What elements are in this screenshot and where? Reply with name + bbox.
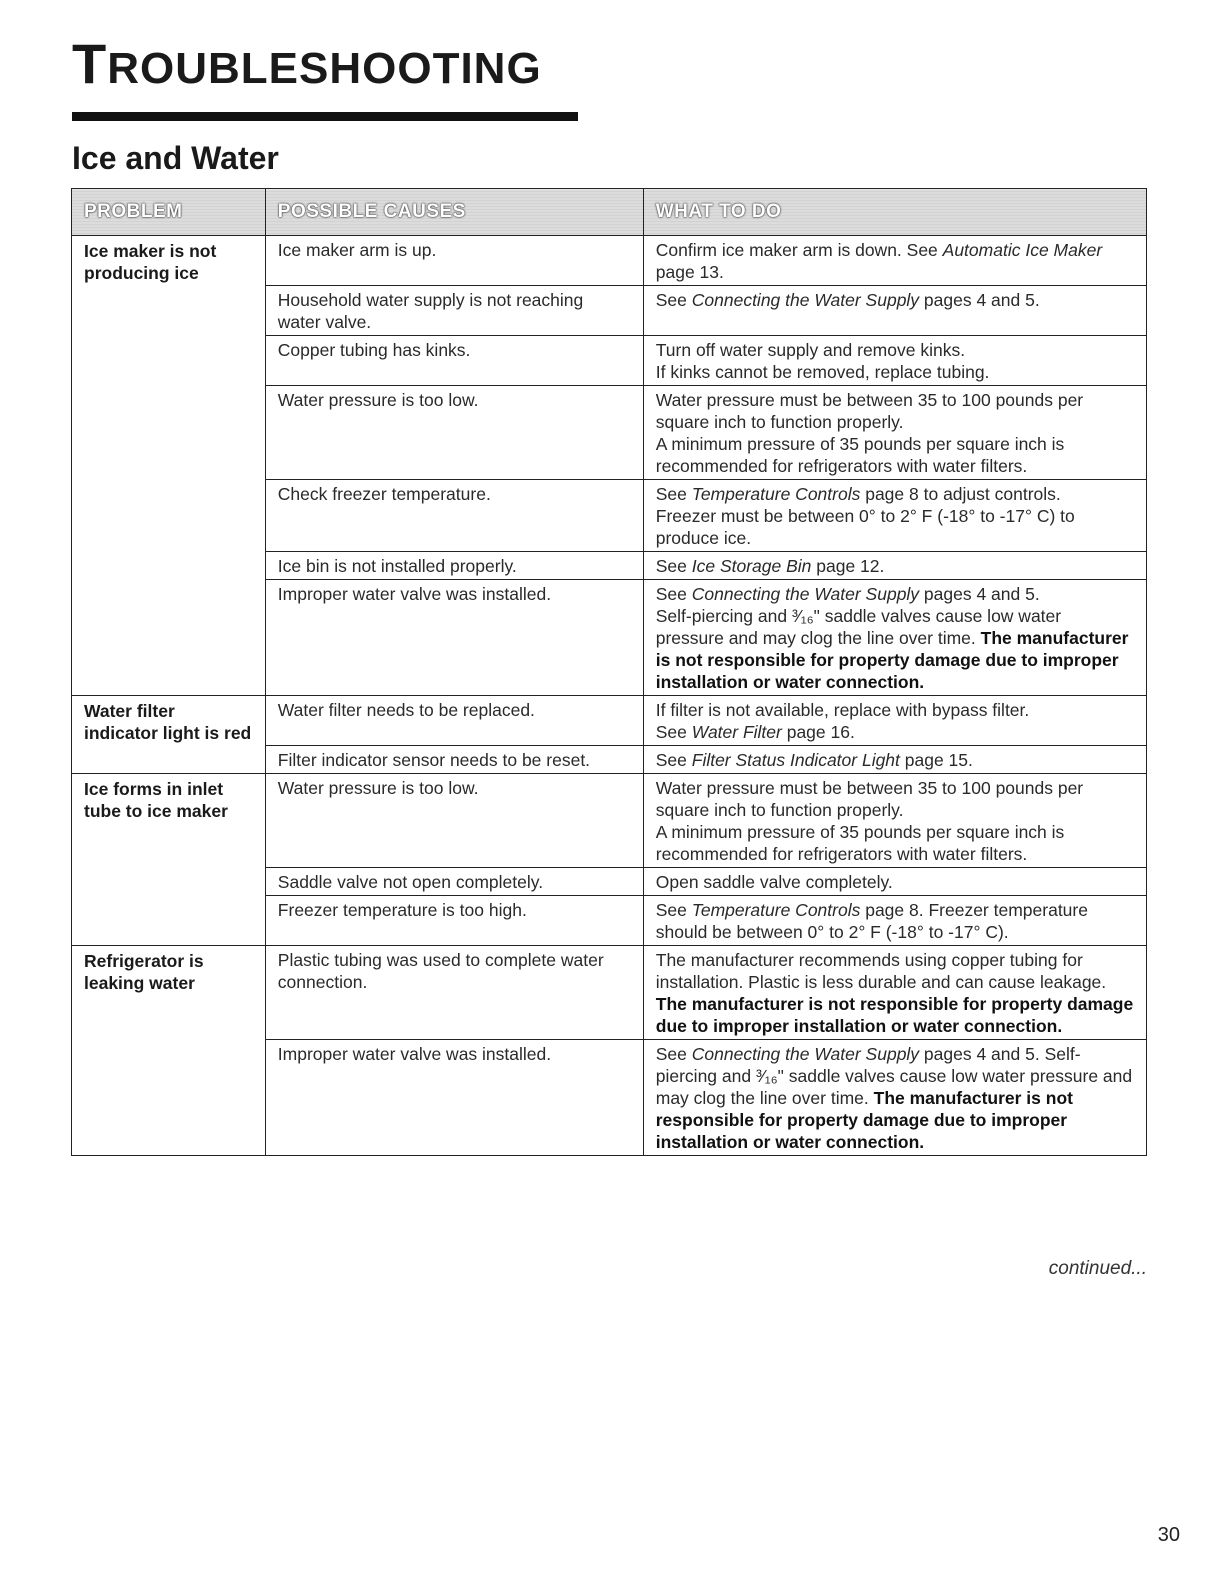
what-to-do-line — [656, 899, 1134, 943]
instruction-text: page 16. — [781, 722, 855, 742]
what-to-do-cell — [643, 552, 1146, 580]
warning-text: The manufacturer is not responsible for property damage due to improper installation or water connection. — [655, 628, 1129, 692]
reference-text: Temperature Controls — [691, 900, 861, 920]
what-to-do-line — [656, 583, 1134, 605]
what-to-do-cell — [643, 946, 1146, 1040]
problem-cell: Ice forms in inlet tube to ice maker — [72, 774, 266, 946]
what-to-do-line — [656, 389, 1134, 433]
what-to-do-line — [656, 483, 1134, 505]
what-to-do-cell — [643, 480, 1146, 552]
possible-cause-cell: Improper water valve was installed. — [265, 1040, 643, 1156]
reference-text: Connecting the Water Supply — [691, 1044, 920, 1064]
what-to-do-cell — [643, 386, 1146, 480]
instruction-text: page 12. — [811, 556, 885, 576]
possible-cause-cell: Water pressure is too low. — [265, 386, 643, 480]
table-header-row — [72, 189, 1147, 236]
reference-text: Automatic Ice Maker — [942, 240, 1103, 260]
reference-text: Connecting the Water Supply — [691, 584, 920, 604]
what-to-do-line — [656, 339, 1134, 361]
instruction-text: The manufacturer recommends using copper tubing for installation. Plastic is less durable and can cause leakage. — [655, 950, 1107, 992]
instruction-text: page 8. Freezer temperature should be between 0° to 2° F (-18° to -17° C). — [655, 900, 1088, 942]
instruction-text: page 13. — [655, 262, 724, 282]
instruction-text: A minimum pressure of 35 pounds per square inch is recommended for refrigerators with water filters. — [655, 434, 1065, 476]
what-to-do-cell — [643, 236, 1146, 286]
what-to-do-cell — [643, 286, 1146, 336]
what-to-do-line — [656, 361, 1134, 383]
instruction-text: Water pressure must be between 35 to 100 pounds per square inch to function properly. — [655, 390, 1084, 432]
header-possible-causes: POSSIBLE CAUSES — [265, 189, 643, 236]
what-to-do-cell — [643, 696, 1146, 746]
problem-cell: Refrigerator is leaking water — [72, 946, 266, 1156]
instruction-text: If kinks cannot be removed, replace tubing. — [655, 362, 990, 382]
instruction-text: See — [655, 556, 692, 576]
reference-text: Connecting the Water Supply — [691, 290, 920, 310]
table-row — [72, 946, 1147, 1040]
what-to-do-line — [656, 433, 1134, 477]
instruction-text: See — [655, 722, 692, 742]
instruction-text: Open saddle valve completely. — [655, 872, 893, 892]
instruction-text: Confirm ice maker arm is down. See — [655, 240, 943, 260]
what-to-do-cell — [643, 896, 1146, 946]
instruction-text: See — [655, 750, 692, 770]
what-to-do-line — [656, 821, 1134, 865]
possible-cause-cell: Ice maker arm is up. — [265, 236, 643, 286]
what-to-do-cell — [643, 868, 1146, 896]
instruction-text: See — [655, 290, 692, 310]
what-to-do-line — [656, 699, 1134, 721]
problem-cell: Ice maker is not producing ice — [72, 236, 266, 696]
what-to-do-line — [656, 871, 1134, 893]
header-problem: PROBLEM — [72, 189, 266, 236]
header-what-to-do: WHAT TO DO — [643, 189, 1146, 236]
what-to-do-line — [656, 289, 1134, 311]
reference-text: Water Filter — [691, 722, 782, 742]
what-to-do-cell — [643, 580, 1146, 696]
reference-text: Filter Status Indicator Light — [691, 750, 900, 770]
instruction-text: A minimum pressure of 35 pounds per square inch is recommended for refrigerators with water filters. — [655, 822, 1065, 864]
instruction-text: Water pressure must be between 35 to 100 pounds per square inch to function properly. — [655, 778, 1084, 820]
table-row — [72, 774, 1147, 868]
what-to-do-line — [656, 1043, 1134, 1153]
possible-cause-cell: Ice bin is not installed properly. — [265, 552, 643, 580]
what-to-do-line — [656, 555, 1134, 577]
what-to-do-line — [656, 777, 1134, 821]
possible-cause-cell: Saddle valve not open completely. — [265, 868, 643, 896]
instruction-text: If filter is not available, replace with bypass filter. — [655, 700, 1030, 720]
what-to-do-line — [656, 749, 1134, 771]
reference-text: Ice Storage Bin — [691, 556, 812, 576]
what-to-do-line — [656, 239, 1134, 283]
what-to-do-line — [656, 605, 1134, 693]
possible-cause-cell: Plastic tubing was used to complete water connection. — [265, 946, 643, 1040]
page-number: 30 — [1157, 1524, 1180, 1546]
what-to-do-cell — [643, 746, 1146, 774]
table-row — [72, 696, 1147, 746]
instruction-text: page 15. — [899, 750, 973, 770]
what-to-do-line — [656, 721, 1134, 743]
what-to-do-cell — [643, 336, 1146, 386]
instruction-text: page 8 to adjust controls. — [860, 484, 1061, 504]
what-to-do-cell — [643, 774, 1146, 868]
possible-cause-cell: Check freezer temperature. — [265, 480, 643, 552]
section-title: Ice and Water — [72, 140, 279, 176]
table-row — [72, 236, 1147, 286]
possible-cause-cell: Freezer temperature is too high. — [265, 896, 643, 946]
page-title-initial: T — [72, 32, 108, 95]
warning-text: The manufacturer is not responsible for property damage due to improper installation or water connection. — [655, 1088, 1073, 1152]
instruction-text: Self-piercing and ³⁄₁₆" saddle valves cause low water pressure and may clog the line over time. — [655, 606, 1062, 648]
page-title-rest: ROUBLESHOOTING — [107, 44, 542, 93]
possible-cause-cell: Household water supply is not reaching water valve. — [265, 286, 643, 336]
possible-cause-cell: Copper tubing has kinks. — [265, 336, 643, 386]
possible-cause-cell: Water filter needs to be replaced. — [265, 696, 643, 746]
continued-note: continued... — [1048, 1258, 1147, 1279]
instruction-text: pages 4 and 5. Self-piercing and ³⁄₁₆" saddle valves cause low water pressure and may clog the line over time. — [655, 1044, 1133, 1108]
instruction-text: Freezer must be between 0° to 2° F (-18° to -17° C) to produce ice. — [655, 506, 1075, 548]
what-to-do-cell — [643, 1040, 1146, 1156]
instruction-text: See — [655, 900, 692, 920]
instruction-text: pages 4 and 5. — [919, 290, 1040, 310]
page-title — [72, 32, 542, 95]
warning-text: The manufacturer is not responsible for property damage due to improper installation or water connection. — [655, 994, 1134, 1036]
instruction-text: See — [655, 584, 692, 604]
troubleshooting-table — [71, 188, 1147, 1156]
instruction-text: See — [655, 484, 692, 504]
instruction-text: See — [655, 1044, 692, 1064]
instruction-text: Turn off water supply and remove kinks. — [655, 340, 966, 360]
what-to-do-line — [656, 949, 1134, 1037]
table-body — [72, 236, 1147, 1156]
possible-cause-cell: Improper water valve was installed. — [265, 580, 643, 696]
title-rule — [72, 112, 578, 121]
reference-text: Temperature Controls — [691, 484, 861, 504]
what-to-do-line — [656, 505, 1134, 549]
problem-cell: Water filter indicator light is red — [72, 696, 266, 774]
instruction-text: pages 4 and 5. — [919, 584, 1040, 604]
possible-cause-cell: Filter indicator sensor needs to be reset. — [265, 746, 643, 774]
possible-cause-cell: Water pressure is too low. — [265, 774, 643, 868]
